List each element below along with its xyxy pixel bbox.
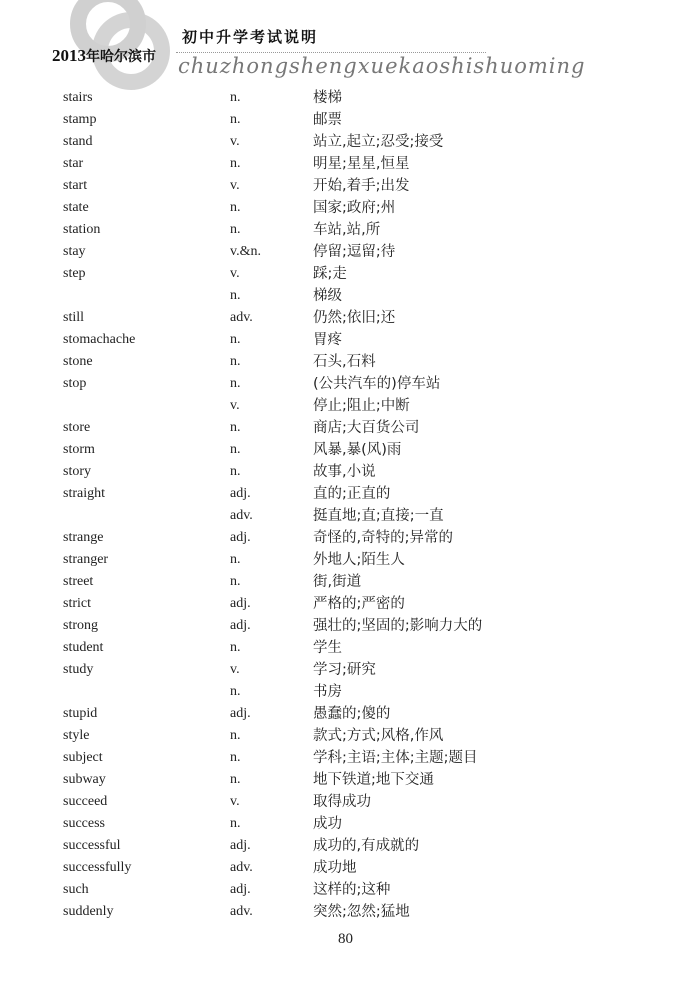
page-header (0, 0, 700, 88)
part-of-speech: n. (230, 420, 241, 435)
vocab-word: strange (63, 530, 104, 545)
vocab-entry (63, 483, 623, 505)
vocab-entry (63, 109, 623, 131)
part-of-speech: adv. (230, 904, 253, 919)
part-of-speech: n. (230, 552, 241, 567)
vocab-entry (63, 879, 623, 901)
vocab-word: such (63, 882, 89, 897)
book-title-pinyin: chuzhongshengxuekaoshishuoming (178, 54, 586, 78)
part-of-speech: n. (230, 574, 241, 589)
part-of-speech: v.&n. (230, 244, 261, 259)
vocab-word: study (63, 662, 94, 677)
vocab-entry (63, 87, 623, 109)
definition: 成功地 (313, 860, 357, 876)
vocab-entry (63, 813, 623, 835)
vocab-entry (63, 395, 623, 417)
vocab-entry (63, 153, 623, 175)
vocab-word: start (63, 178, 88, 193)
vocab-word: successful (63, 838, 121, 853)
definition: 款式;方式;风格,作风 (313, 728, 444, 744)
definition: 停留;逗留;待 (313, 244, 396, 260)
definition: 故事,小说 (313, 464, 376, 480)
part-of-speech: adv. (230, 310, 253, 325)
vocab-entry (63, 857, 623, 879)
city-label: 年哈尔滨市 (86, 49, 156, 65)
vocab-word: stomachache (63, 332, 136, 347)
part-of-speech: n. (230, 332, 241, 347)
vocab-word: stone (63, 354, 93, 369)
definition: 强壮的;坚固的;影响力大的 (313, 618, 483, 634)
part-of-speech: n. (230, 222, 241, 237)
part-of-speech: n. (230, 464, 241, 479)
part-of-speech: n. (230, 750, 241, 765)
part-of-speech: n. (230, 354, 241, 369)
vocab-word: stay (63, 244, 86, 259)
definition: 愚蠢的;傻的 (313, 706, 391, 722)
vocab-entry (63, 285, 623, 307)
definition: 书房 (313, 684, 342, 700)
definition: 成功 (313, 816, 342, 832)
vocab-entry (63, 835, 623, 857)
part-of-speech: n. (230, 288, 241, 303)
vocabulary-list (63, 87, 623, 923)
part-of-speech: n. (230, 156, 241, 171)
definition: 胃疼 (313, 332, 342, 348)
definition: 外地人;陌生人 (313, 552, 405, 568)
vocab-entry (63, 461, 623, 483)
vocab-entry (63, 681, 623, 703)
vocab-word: student (63, 640, 104, 655)
vocab-word: star (63, 156, 84, 171)
part-of-speech: adv. (230, 508, 253, 523)
part-of-speech: v. (230, 178, 240, 193)
part-of-speech: adj. (230, 706, 251, 721)
vocab-entry (63, 307, 623, 329)
part-of-speech: adv. (230, 860, 253, 875)
part-of-speech: adj. (230, 596, 251, 611)
vocab-entry (63, 703, 623, 725)
definition: 突然;忽然;猛地 (313, 904, 410, 920)
part-of-speech: n. (230, 640, 241, 655)
definition: 仍然;依旧;还 (313, 310, 396, 326)
definition: 挺直地;直;直接;一直 (313, 508, 444, 524)
vocab-word: subject (63, 750, 103, 765)
year-label: 2013 (52, 46, 86, 65)
vocab-entry (63, 615, 623, 637)
vocab-entry (63, 747, 623, 769)
vocab-word: stamp (63, 112, 97, 127)
vocab-entry (63, 791, 623, 813)
vocab-entry (63, 659, 623, 681)
vocab-entry (63, 131, 623, 153)
definition: 风暴,暴(风)雨 (313, 442, 402, 458)
header-divider (176, 52, 486, 53)
vocab-entry (63, 439, 623, 461)
part-of-speech: n. (230, 376, 241, 391)
definition: 这样的;这种 (313, 882, 391, 898)
vocab-word: store (63, 420, 91, 435)
definition: 成功的,有成就的 (313, 838, 420, 854)
definition: 严格的;严密的 (313, 596, 405, 612)
vocab-word (63, 505, 230, 527)
part-of-speech: adj. (230, 486, 251, 501)
part-of-speech: n. (230, 728, 241, 743)
definition: 车站,站,所 (313, 222, 381, 238)
part-of-speech: adj. (230, 838, 251, 853)
vocab-word: state (63, 200, 89, 215)
definition: 取得成功 (313, 794, 371, 810)
year-city-label (52, 46, 156, 66)
vocab-word: stairs (63, 90, 93, 105)
vocab-word (63, 681, 230, 703)
definition: 邮票 (313, 112, 342, 128)
part-of-speech: v. (230, 398, 240, 413)
part-of-speech: n. (230, 816, 241, 831)
vocab-word: suddenly (63, 904, 114, 919)
definition: 奇怪的,奇特的;异常的 (313, 530, 453, 546)
vocab-word: success (63, 816, 105, 831)
definition: 学生 (313, 640, 342, 656)
vocab-word: storm (63, 442, 95, 457)
vocab-word: stupid (63, 706, 98, 721)
vocab-word: strong (63, 618, 98, 633)
vocab-entry (63, 219, 623, 241)
definition: 直的;正直的 (313, 486, 391, 502)
part-of-speech: v. (230, 794, 240, 809)
part-of-speech: n. (230, 684, 241, 699)
part-of-speech: adj. (230, 882, 251, 897)
vocab-entry (63, 571, 623, 593)
definition: 学习;研究 (313, 662, 376, 678)
vocab-entry (63, 241, 623, 263)
vocab-entry (63, 329, 623, 351)
part-of-speech: n. (230, 112, 241, 127)
vocab-word: successfully (63, 860, 132, 875)
vocab-word: style (63, 728, 90, 743)
definition: 国家;政府;州 (313, 200, 396, 216)
vocab-entry (63, 593, 623, 615)
vocab-word (63, 285, 230, 307)
part-of-speech: adj. (230, 618, 251, 633)
vocab-entry (63, 175, 623, 197)
vocab-word: step (63, 266, 86, 281)
definition: 开始,着手;出发 (313, 178, 410, 194)
definition: 停止;阻止;中断 (313, 398, 410, 414)
vocab-entry (63, 769, 623, 791)
definition: 石头,石料 (313, 354, 376, 370)
vocab-entry (63, 549, 623, 571)
vocab-word: straight (63, 486, 105, 501)
book-title: 初中升学考试说明 (182, 28, 319, 46)
vocab-word: story (63, 464, 91, 479)
part-of-speech: n. (230, 200, 241, 215)
part-of-speech: adj. (230, 530, 251, 545)
vocab-entry (63, 351, 623, 373)
vocab-entry (63, 197, 623, 219)
part-of-speech: n. (230, 442, 241, 457)
vocab-entry (63, 725, 623, 747)
vocab-entry (63, 527, 623, 549)
vocab-word: strict (63, 596, 91, 611)
vocab-entry (63, 263, 623, 285)
definition: 站立,起立;忍受;接受 (313, 134, 444, 150)
part-of-speech: v. (230, 266, 240, 281)
vocab-word: station (63, 222, 101, 237)
part-of-speech: v. (230, 662, 240, 677)
vocab-word: stand (63, 134, 93, 149)
definition: 商店;大百货公司 (313, 420, 420, 436)
part-of-speech: n. (230, 90, 241, 105)
vocab-entry (63, 417, 623, 439)
definition: 踩;走 (313, 266, 347, 282)
vocab-entry (63, 373, 623, 395)
definition: 学科;主语;主体;主题;题目 (313, 750, 478, 766)
definition: 明星;星星,恒星 (313, 156, 410, 172)
definition: 街,街道 (313, 574, 362, 590)
page-number: 80 (338, 931, 353, 947)
part-of-speech: v. (230, 134, 240, 149)
definition: 地下铁道;地下交通 (313, 772, 434, 788)
vocab-word (63, 395, 230, 417)
definition: (公共汽车的)停车站 (313, 376, 441, 392)
vocab-word: stranger (63, 552, 109, 567)
vocab-word: stop (63, 376, 87, 391)
vocab-word: subway (63, 772, 106, 787)
vocab-word: still (63, 310, 85, 325)
vocab-entry (63, 637, 623, 659)
definition: 梯级 (313, 288, 342, 304)
part-of-speech: n. (230, 772, 241, 787)
vocab-entry (63, 901, 623, 923)
vocab-entry (63, 505, 623, 527)
definition: 楼梯 (313, 90, 342, 106)
vocab-word: succeed (63, 794, 108, 809)
vocab-word: street (63, 574, 94, 589)
